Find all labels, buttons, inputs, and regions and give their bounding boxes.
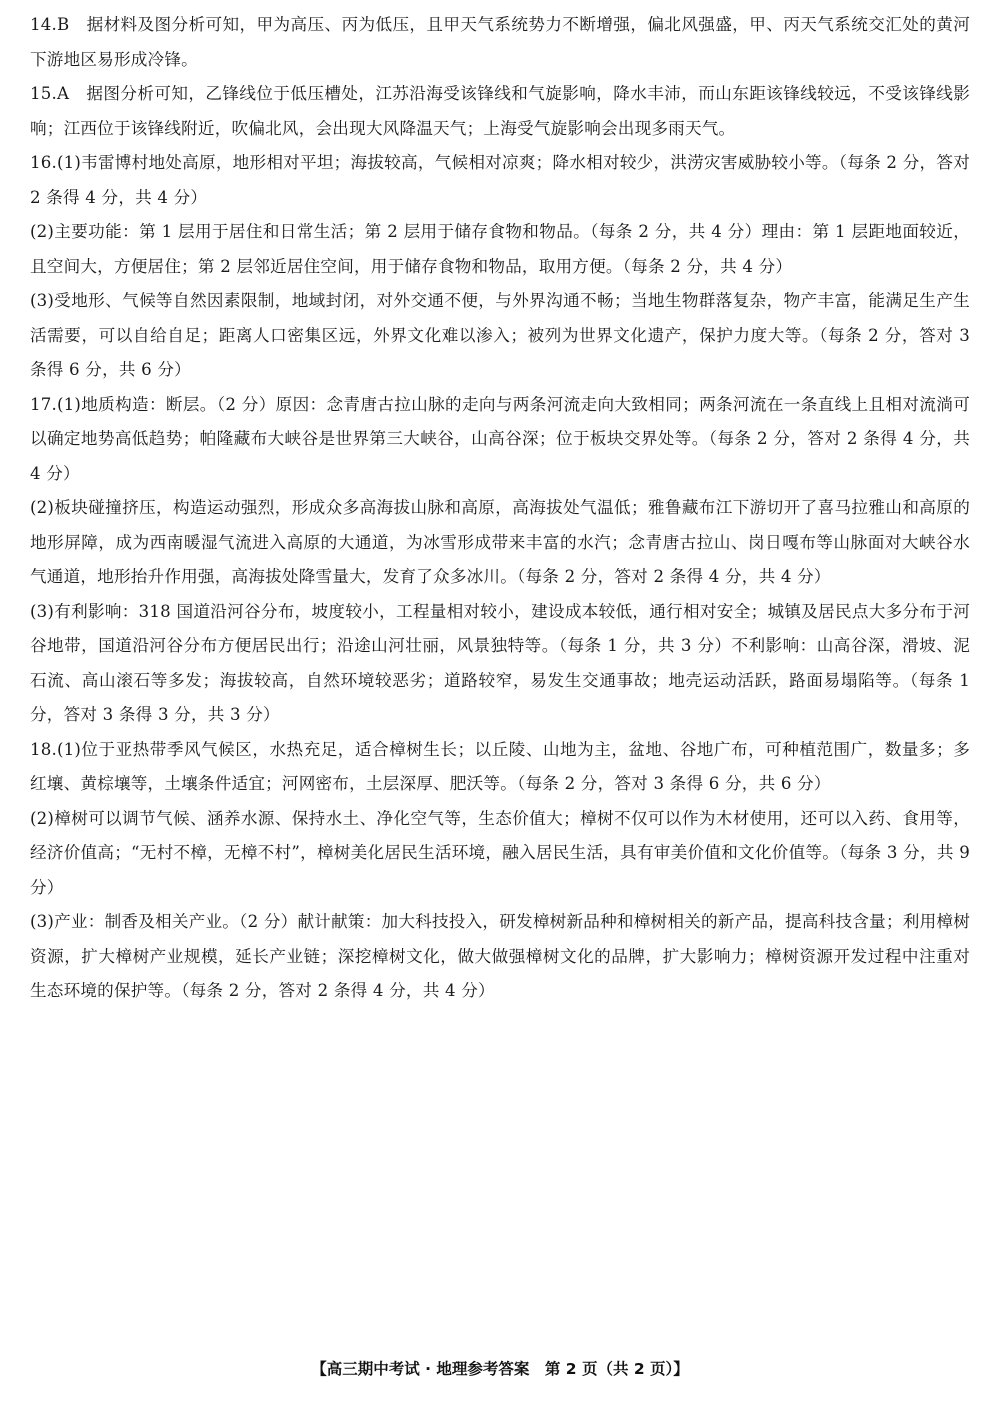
answer-item-14 [30,8,970,77]
answer-item-17 [30,388,970,733]
answer-paragraph: 15.A 据图分析可知，乙锋线位于低压槽处，江苏沿海受该锋线和气旋影响，降水丰沛，而山东距该锋线较远，不受该锋线影响；江西位于该锋线附近，吹偏北风，会出现大风降温天气；上海受气旋影响会出现多雨天气。 [30,84,970,138]
answer-item-16 [30,146,970,388]
answer-paragraph: (3)受地形、气候等自然因素限制，地域封闭，对外交通不便，与外界沟通不畅；当地生物群落复杂，物产丰富，能满足生产生活需要，可以自给自足；距离人口密集区远，外界文化难以渗入；被列为世界文化遗产，保护力度大等。（每条 2 分，答对 3 条得 6 分，共 6 分） [30,291,970,379]
answer-page [30,8,970,1009]
answer-paragraph: (2)主要功能：第 1 层用于居住和日常生活；第 2 层用于储存食物和物品。（每条 2 分，共 4 分）理由：第 1 层距地面较近，且空间大，方便居住；第 2 层邻近居住空间，用于储存食物和物品，取用方便。（每条 2 分，共 4 分） [30,222,970,276]
answer-paragraph: 16.(1)韦雷博村地处高原，地形相对平坦；海拔较高，气候相对凉爽；降水相对较少，洪涝灾害威胁较小等。（每条 2 分，答对 2 条得 4 分，共 4 分） [30,153,970,207]
answer-paragraph: 18.(1)位于亚热带季风气候区，水热充足，适合樟树生长；以丘陵、山地为主，盆地、谷地广布，可种植范围广，数量多；多红壤、黄棕壤等，土壤条件适宜；河网密布，土层深厚、肥沃等。（每条 2 分，答对 3 条得 6 分，共 6 分） [30,739,970,793]
answer-paragraph: (2)樟树可以调节气候、涵养水源、保持水土、净化空气等，生态价值大；樟树不仅可以作为木材使用，还可以入药、食用等，经济价值高；“无村不樟，无樟不村”，樟树美化居民生活环境，融入居民生活，具有审美价值和文化价值等。（每条 3 分，共 9 分） [30,808,970,897]
answer-item-18 [30,733,970,1009]
answer-paragraph: 17.(1)地质构造：断层。（2 分）原因：念青唐古拉山脉的走向与两条河流走向大致相同；两条河流在一条直线上且相对流淌可以确定地势高低趋势；帕隆藏布大峡谷是世界第三大峡谷，山高谷深；位于板块交界处等。（每条 2 分，答对 2 条得 4 分，共 4 分） [30,394,970,483]
answer-paragraph: (2)板块碰撞挤压，构造运动强烈，形成众多高海拔山脉和高原，高海拔处气温低；雅鲁藏布江下游切开了喜马拉雅山和高原的地形屏障，成为西南暖湿气流进入高原的大通道，为冰雪形成带来丰富的水汽；念青唐古拉山、岗日嘎布等山脉面对大峡谷水气通道，地形抬升作用强，高海拔处降雪量大，发育了众多冰川。（每条 2 分，答对 2 条得 4 分，共 4 分） [30,498,970,586]
answer-item-15 [30,77,970,146]
page-footer: 【高三期中考试 · 地理参考答案 第 2 页（共 2 页）】 [311,1360,689,1378]
answer-paragraph: 14.B 据材料及图分析可知，甲为高压、丙为低压，且甲天气系统势力不断增强，偏北风强盛，甲、丙天气系统交汇处的黄河下游地区易形成冷锋。 [30,15,970,69]
answer-paragraph: (3)有利影响：318 国道沿河谷分布，坡度较小，工程量相对较小，建设成本较低，通行相对安全；城镇及居民点大多分布于河谷地带，国道沿河谷分布方便居民出行；沿途山河壮丽，风景独特等。（每条 1 分，共 3 分）不利影响：山高谷深，滑坡、泥石流、高山滚石等多发；海拔较高，自然环境较恶劣；道路较窄，易发生交通事故；地壳运动活跃，路面易塌陷等。（每条 1 分，答对 3 条得 3 分，共 3 分） [30,601,970,724]
answer-paragraph: (3)产业：制香及相关产业。（2 分）献计献策：加大科技投入，研发樟树新品种和樟树相关的新产品，提高科技含量；利用樟树资源，扩大樟树产业规模，延长产业链；深挖樟树文化，做大做强樟树文化的品牌，扩大影响力；樟树资源开发过程中注重对生态环境的保护等。（每条 2 分，答对 2 条得 4 分，共 4 分） [30,912,970,1000]
